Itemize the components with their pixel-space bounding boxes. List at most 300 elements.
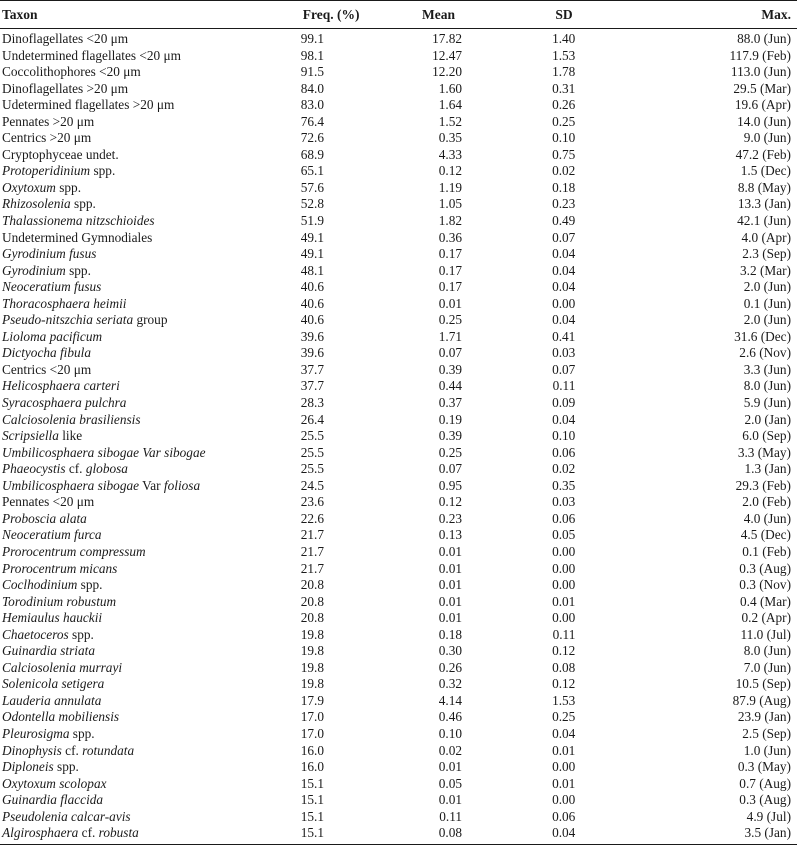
sd-value: 0.04 xyxy=(552,825,576,841)
mean-value: 0.01 xyxy=(438,577,463,593)
cell-sd xyxy=(545,709,654,726)
cell-freq xyxy=(301,196,410,213)
mean-value: 12.20 xyxy=(432,64,463,80)
sd-value: 0.12 xyxy=(552,676,576,692)
cell-max: 3.2 (Mar) xyxy=(740,262,791,278)
mean-value: 0.12 xyxy=(438,494,463,510)
cell-sd xyxy=(545,594,654,611)
cell-sd xyxy=(545,726,654,743)
taxon-name: Umbilicosphaera sibogae xyxy=(2,477,140,493)
table-row xyxy=(0,660,797,677)
cell-sd xyxy=(545,660,654,677)
cell-freq xyxy=(301,561,410,578)
taxon-name: Thalassionema nitzschioides xyxy=(2,213,155,229)
sd-value: 0.11 xyxy=(552,378,576,394)
cell-max: 8.0 (Jun) xyxy=(743,643,791,659)
cell-mean xyxy=(410,478,545,495)
taxon-name: Dinoflagellates <20 μm xyxy=(2,31,129,46)
freq-value: 52.8 xyxy=(300,196,325,212)
cell-mean xyxy=(410,726,545,743)
cell-sd xyxy=(545,345,654,362)
cell-max: 11.0 (Jul) xyxy=(740,626,791,642)
sd-value: 0.03 xyxy=(552,345,576,361)
cell-taxon xyxy=(0,676,301,693)
cell-mean xyxy=(410,709,545,726)
cell-freq xyxy=(301,246,410,263)
mean-value: 0.35 xyxy=(438,130,463,146)
sd-value: 0.23 xyxy=(552,196,576,212)
mean-value: 4.33 xyxy=(438,146,463,162)
cell-sd xyxy=(545,561,654,578)
cell-mean xyxy=(410,114,545,131)
taxon-name: Pleurosigma xyxy=(2,725,70,741)
cell-max: 0.4 (Mar) xyxy=(740,593,791,609)
table-row xyxy=(0,461,797,478)
table-row xyxy=(0,329,797,346)
taxon-name: Dinoflagellates >20 μm xyxy=(2,80,129,96)
taxon-name: Proboscia alata xyxy=(2,510,87,526)
cell-freq xyxy=(301,627,410,644)
mean-value: 0.39 xyxy=(438,361,463,377)
mean-value: 0.36 xyxy=(438,229,463,245)
cell-max: 42.1 (Jun) xyxy=(737,213,791,229)
cell-taxon xyxy=(0,213,301,230)
taxon-name: Undetermined flagellates <20 μm xyxy=(2,47,181,63)
cell-max: 2.0 (Jun) xyxy=(743,312,791,328)
freq-value: 25.5 xyxy=(300,461,325,477)
mean-value: 0.12 xyxy=(438,163,463,179)
cell-sd xyxy=(545,246,654,263)
table-row xyxy=(0,130,797,147)
taxon-name: Undetermined Gymnodiales xyxy=(2,229,153,245)
freq-value: 37.7 xyxy=(300,378,325,394)
sd-value: 0.06 xyxy=(552,510,576,526)
cell-mean xyxy=(410,494,545,511)
mean-value: 12.47 xyxy=(432,47,463,63)
mean-value: 1.19 xyxy=(438,179,463,195)
mean-value: 0.17 xyxy=(438,279,463,295)
cell-sd xyxy=(545,445,654,462)
mean-value: 0.17 xyxy=(438,246,463,262)
freq-value: 15.1 xyxy=(300,792,325,808)
taxon-qualifier: spp. xyxy=(70,196,96,212)
mean-value: 1.52 xyxy=(438,113,463,129)
cell-sd xyxy=(545,230,654,247)
cell-freq xyxy=(301,643,410,660)
cell-sd xyxy=(545,362,654,379)
cell-freq xyxy=(301,378,410,395)
cell-taxon xyxy=(0,64,301,81)
cell-mean xyxy=(410,445,545,462)
mean-value: 0.01 xyxy=(438,759,463,775)
cell-taxon xyxy=(0,726,301,743)
mean-value: 4.14 xyxy=(438,692,463,708)
table-row xyxy=(0,577,797,594)
table-row xyxy=(0,726,797,743)
sd-value: 0.18 xyxy=(552,179,576,195)
cell-freq xyxy=(301,577,410,594)
cell-freq xyxy=(301,114,410,131)
sd-value: 0.01 xyxy=(552,593,576,609)
cell-mean xyxy=(410,544,545,561)
freq-value: 19.8 xyxy=(300,676,325,692)
taxon-name: Calciosolenia brasiliensis xyxy=(2,411,141,427)
freq-value: 24.5 xyxy=(300,477,325,493)
cell-taxon xyxy=(0,693,301,710)
table-row xyxy=(0,643,797,660)
taxon-name: Prorocentrum micans xyxy=(2,560,118,576)
cell-sd xyxy=(545,263,654,280)
sd-value: 0.05 xyxy=(552,527,576,543)
cell-mean xyxy=(410,792,545,809)
mean-value: 0.32 xyxy=(438,676,463,692)
cell-sd xyxy=(545,544,654,561)
cell-taxon xyxy=(0,312,301,329)
cell-freq xyxy=(301,213,410,230)
freq-value: 25.5 xyxy=(300,428,325,444)
cell-freq xyxy=(301,709,410,726)
table-row xyxy=(0,180,797,197)
freq-value: 26.4 xyxy=(300,411,325,427)
cell-sd xyxy=(545,610,654,627)
table-header-row xyxy=(0,1,797,29)
sd-value: 1.53 xyxy=(552,692,576,708)
table-row xyxy=(0,263,797,280)
cell-max: 8.0 (Jun) xyxy=(743,378,791,394)
cell-freq xyxy=(301,544,410,561)
cell-mean xyxy=(410,279,545,296)
sd-value: 0.04 xyxy=(552,246,576,262)
cell-max: 0.2 (Apr) xyxy=(741,610,791,626)
cell-sd xyxy=(545,329,654,346)
cell-max: 6.0 (Sep) xyxy=(742,428,791,444)
cell-mean xyxy=(410,378,545,395)
freq-value: 48.1 xyxy=(300,262,325,278)
taxon-qualifier: cf. xyxy=(65,461,86,477)
table-row xyxy=(0,610,797,627)
cell-mean xyxy=(410,296,545,313)
cell-freq xyxy=(301,163,410,180)
cell-max: 117.9 (Feb) xyxy=(729,47,791,63)
cell-taxon xyxy=(0,81,301,98)
cell-max: 113.0 (Jun) xyxy=(730,64,791,80)
mean-value: 0.05 xyxy=(438,775,463,791)
taxon-name: Udetermined flagellates >20 μm xyxy=(2,97,175,113)
cell-taxon xyxy=(0,461,301,478)
cell-max: 2.6 (Nov) xyxy=(739,345,791,361)
freq-value: 49.1 xyxy=(300,246,325,262)
cell-sd xyxy=(545,461,654,478)
freq-value: 49.1 xyxy=(300,229,325,245)
table-row xyxy=(0,445,797,462)
cell-freq xyxy=(301,759,410,776)
taxon-qualifier: like xyxy=(58,428,83,444)
taxon-name: Gyrodinium xyxy=(2,262,66,278)
cell-freq xyxy=(301,494,410,511)
sd-value: 0.04 xyxy=(552,279,576,295)
taxon-name: Guinardia striata xyxy=(2,643,95,659)
mean-value: 0.01 xyxy=(438,792,463,808)
cell-freq xyxy=(301,345,410,362)
cell-freq xyxy=(301,230,410,247)
cell-mean xyxy=(410,81,545,98)
cell-sd xyxy=(545,29,654,48)
cell-max: 4.0 (Apr) xyxy=(741,229,791,245)
cell-sd xyxy=(545,809,654,826)
cell-sd xyxy=(545,97,654,114)
sd-value: 0.49 xyxy=(552,213,576,229)
cell-sd xyxy=(545,676,654,693)
sd-value: 0.00 xyxy=(552,560,576,576)
freq-value: 84.0 xyxy=(300,80,325,96)
cell-max: 1.0 (Jun) xyxy=(743,742,791,758)
taxon-name: Pseudolenia calcar-avis xyxy=(2,808,131,824)
cell-sd xyxy=(545,693,654,710)
sd-value: 0.04 xyxy=(552,312,576,328)
cell-max: 4.5 (Dec) xyxy=(740,527,791,543)
table-row xyxy=(0,809,797,826)
mean-value: 1.71 xyxy=(438,328,463,344)
taxon-name: Protoperidinium xyxy=(2,163,91,179)
table-row xyxy=(0,776,797,793)
cell-freq xyxy=(301,312,410,329)
cell-mean xyxy=(410,230,545,247)
cell-mean xyxy=(410,676,545,693)
cell-mean xyxy=(410,594,545,611)
taxon-name: Cryptophyceae undet. xyxy=(2,146,119,162)
sd-value: 0.02 xyxy=(552,461,576,477)
cell-max: 1.3 (Jan) xyxy=(744,461,791,477)
cell-max: 5.9 (Jun) xyxy=(743,395,791,411)
cell-freq xyxy=(301,29,410,48)
cell-mean xyxy=(410,627,545,644)
taxon-name: Pennates >20 μm xyxy=(2,113,95,129)
table-row xyxy=(0,345,797,362)
mean-value: 1.60 xyxy=(438,80,463,96)
cell-freq xyxy=(301,130,410,147)
cell-freq xyxy=(301,81,410,98)
cell-mean xyxy=(410,163,545,180)
cell-freq xyxy=(301,792,410,809)
taxon-epithet: foliosa xyxy=(163,477,201,493)
freq-value: 20.8 xyxy=(300,610,325,626)
taxon-name: Calciosolenia murrayi xyxy=(2,659,123,675)
freq-value: 51.9 xyxy=(300,213,325,229)
cell-sd xyxy=(545,378,654,395)
cell-taxon xyxy=(0,776,301,793)
cell-sd xyxy=(545,577,654,594)
freq-value: 20.8 xyxy=(300,577,325,593)
freq-value: 19.8 xyxy=(300,643,325,659)
sd-value: 0.09 xyxy=(552,395,576,411)
table-row xyxy=(0,114,797,131)
taxon-name: Centrics <20 μm xyxy=(2,361,92,377)
freq-value: 19.8 xyxy=(300,659,325,675)
mean-value: 17.82 xyxy=(432,31,463,46)
sd-value: 0.04 xyxy=(552,411,576,427)
cell-mean xyxy=(410,461,545,478)
cell-mean xyxy=(410,610,545,627)
table-row xyxy=(0,792,797,809)
cell-freq xyxy=(301,428,410,445)
sd-value: 0.31 xyxy=(552,80,576,96)
mean-value: 1.05 xyxy=(438,196,463,212)
mean-value: 0.01 xyxy=(438,543,463,559)
freq-value: 21.7 xyxy=(300,543,325,559)
cell-freq xyxy=(301,97,410,114)
taxon-name: Pseudo-nitszchia seriata xyxy=(2,312,134,328)
cell-mean xyxy=(410,246,545,263)
taxon-name: Solenicola setigera xyxy=(2,676,105,692)
taxon-name: Oxytoxum xyxy=(2,179,56,195)
taxon-name: Coccolithophores <20 μm xyxy=(2,64,141,80)
sd-value: 0.00 xyxy=(552,610,576,626)
table-row xyxy=(0,196,797,213)
taxon-name: Odontella mobiliensis xyxy=(2,709,120,725)
freq-value: 37.7 xyxy=(300,361,325,377)
mean-value: 0.02 xyxy=(438,742,463,758)
table-row xyxy=(0,97,797,114)
cell-max: 14.0 (Jun) xyxy=(737,113,791,129)
cell-max: 2.0 (Jan) xyxy=(744,411,791,427)
cell-taxon xyxy=(0,511,301,528)
freq-value: 40.6 xyxy=(300,312,325,328)
cell-taxon xyxy=(0,627,301,644)
cell-mean xyxy=(410,213,545,230)
table-row xyxy=(0,527,797,544)
table-row xyxy=(0,378,797,395)
cell-max: 0.3 (Aug) xyxy=(739,560,791,576)
cell-max: 3.3 (Jun) xyxy=(743,361,791,377)
sd-value: 0.11 xyxy=(552,626,576,642)
cell-sd xyxy=(545,825,654,844)
sd-value: 0.41 xyxy=(552,328,576,344)
mean-value: 0.13 xyxy=(438,527,463,543)
freq-value: 72.6 xyxy=(300,130,325,146)
sd-value: 0.02 xyxy=(552,163,576,179)
cell-freq xyxy=(301,478,410,495)
table-row xyxy=(0,693,797,710)
cell-mean xyxy=(410,660,545,677)
sd-value: 1.40 xyxy=(552,31,576,46)
cell-max: 0.3 (Aug) xyxy=(739,792,791,808)
cell-max: 13.3 (Jan) xyxy=(737,196,791,212)
cell-taxon xyxy=(0,48,301,65)
cell-max: 0.7 (Aug) xyxy=(739,775,791,791)
table-row xyxy=(0,709,797,726)
cell-sd xyxy=(545,130,654,147)
sd-value: 0.26 xyxy=(552,97,576,113)
freq-value: 17.9 xyxy=(300,692,325,708)
cell-mean xyxy=(410,561,545,578)
sd-value: 0.00 xyxy=(552,792,576,808)
taxon-name: Phaeocystis xyxy=(2,461,66,477)
table-row xyxy=(0,759,797,776)
cell-max: 2.0 (Feb) xyxy=(742,494,791,510)
cell-sd xyxy=(545,428,654,445)
sd-value: 0.00 xyxy=(552,295,576,311)
taxon-qualifier: spp. xyxy=(55,179,82,195)
cell-sd xyxy=(545,114,654,131)
cell-mean xyxy=(410,809,545,826)
table-row xyxy=(0,163,797,180)
cell-max: 31.6 (Dec) xyxy=(734,328,791,344)
cell-taxon xyxy=(0,809,301,826)
mean-value: 0.18 xyxy=(438,626,463,642)
sd-value: 0.04 xyxy=(552,725,576,741)
mean-value: 0.26 xyxy=(438,659,463,675)
freq-value: 21.7 xyxy=(300,527,325,543)
cell-mean xyxy=(410,643,545,660)
taxon-qualifier: cf. xyxy=(61,742,83,758)
freq-value: 17.0 xyxy=(300,725,325,741)
freq-value: 25.5 xyxy=(300,444,325,460)
cell-taxon xyxy=(0,610,301,627)
cell-sd xyxy=(545,395,654,412)
cell-taxon xyxy=(0,759,301,776)
mean-value: 0.30 xyxy=(438,643,463,659)
cell-taxon xyxy=(0,660,301,677)
mean-value: 0.46 xyxy=(438,709,463,725)
cell-freq xyxy=(301,329,410,346)
cell-taxon xyxy=(0,114,301,131)
mean-value: 0.17 xyxy=(438,262,463,278)
sd-value: 0.06 xyxy=(552,444,576,460)
cell-freq xyxy=(301,527,410,544)
cell-freq xyxy=(301,511,410,528)
freq-value: 39.6 xyxy=(300,345,325,361)
freq-value: 15.1 xyxy=(300,775,325,791)
cell-taxon xyxy=(0,395,301,412)
freq-value: 16.0 xyxy=(300,759,325,775)
cell-mean xyxy=(410,511,545,528)
sd-value: 0.01 xyxy=(552,742,576,758)
freq-value: 40.6 xyxy=(300,295,325,311)
cell-mean xyxy=(410,130,545,147)
taxon-name: Lioloma pacificum xyxy=(2,328,103,344)
sd-value: 0.03 xyxy=(552,494,576,510)
freq-value: 68.9 xyxy=(300,146,325,162)
table-row xyxy=(0,676,797,693)
cell-taxon xyxy=(0,345,301,362)
taxon-name: Torodinium robustum xyxy=(2,593,117,609)
taxon-name: Neoceratium furca xyxy=(2,527,102,543)
cell-freq xyxy=(301,594,410,611)
cell-mean xyxy=(410,29,545,48)
cell-mean xyxy=(410,147,545,164)
mean-value: 0.01 xyxy=(438,593,463,609)
cell-max: 3.3 (May) xyxy=(737,444,791,460)
taxon-name: Umbilicosphaera sibogae Var sibogae xyxy=(2,444,206,460)
cell-mean xyxy=(410,196,545,213)
taxon-name: Syracosphaera pulchra xyxy=(2,395,127,411)
cell-taxon xyxy=(0,825,301,844)
cell-max: 8.8 (May) xyxy=(737,179,791,195)
sd-value: 0.10 xyxy=(552,130,576,146)
sd-value: 0.08 xyxy=(552,659,576,675)
mean-value: 0.19 xyxy=(438,411,463,427)
cell-max: 0.3 (Nov) xyxy=(739,577,791,593)
mean-value: 0.11 xyxy=(439,808,463,824)
cell-freq xyxy=(301,726,410,743)
table-row xyxy=(0,511,797,528)
taxon-name: Diploneis xyxy=(2,759,54,775)
cell-freq xyxy=(301,395,410,412)
mean-value: 0.25 xyxy=(438,444,463,460)
cell-mean xyxy=(410,48,545,65)
cell-mean xyxy=(410,97,545,114)
mean-value: 0.39 xyxy=(438,428,463,444)
